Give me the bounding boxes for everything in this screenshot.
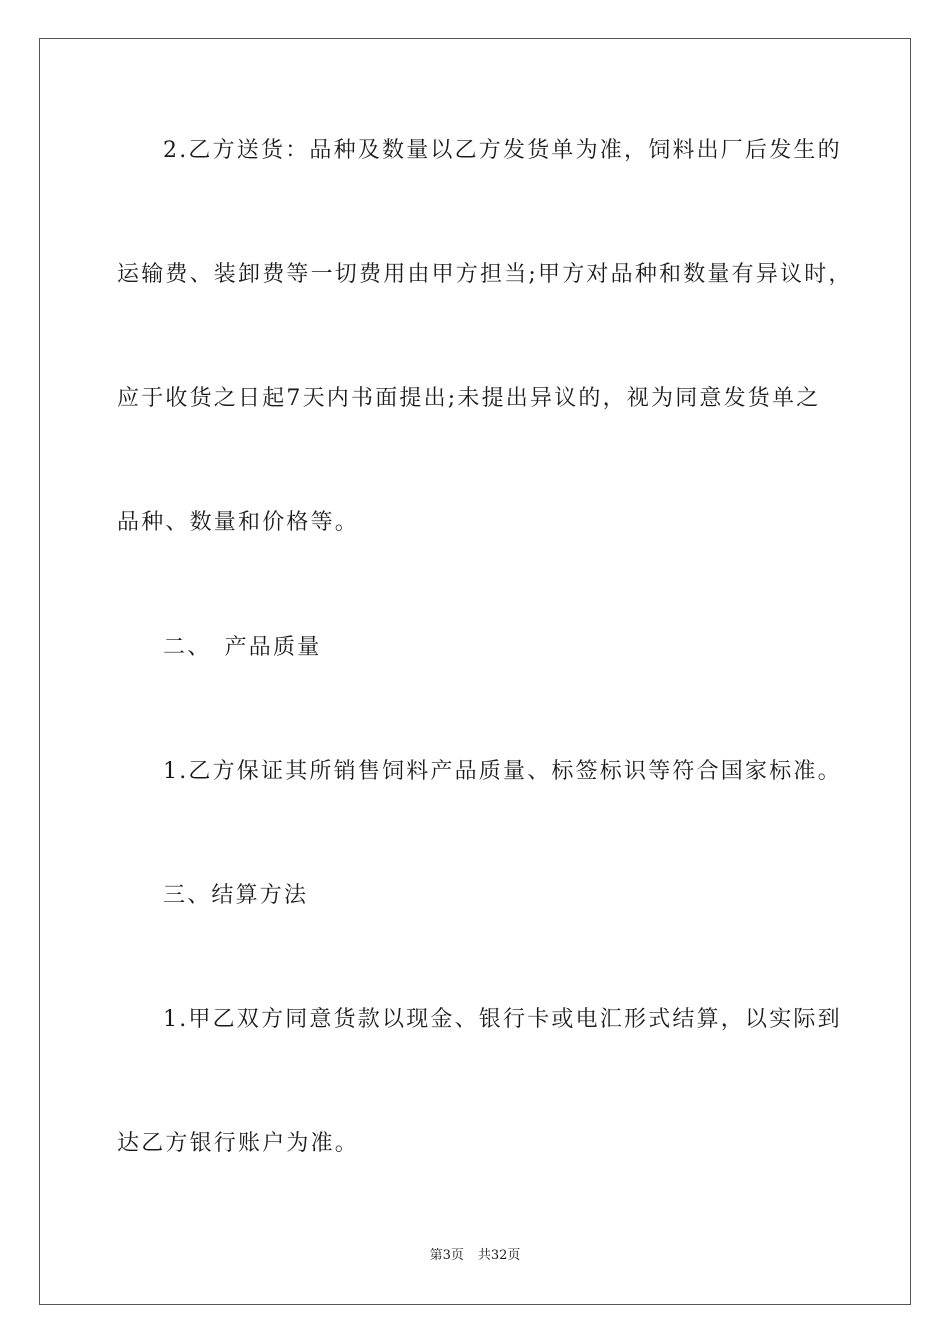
page-number: 第3页 [429,1248,464,1263]
paragraph-line-4: 品种、数量和价格等。 [117,510,360,535]
paragraph-line-8: 1.甲乙双方同意货款以现金、银行卡或电汇形式结算，以实际到 [163,1007,842,1032]
paragraph-line-2: 运输费、装卸费等一切费用由甲方担当;甲方对品种和数量有异议时， [117,262,853,287]
section-heading-product-quality: 二、 产品质量 [163,635,322,660]
paragraph-line-3: 应于收货之日起7天内书面提出;未提出异议的，视为同意发货单之 [117,386,821,411]
paragraph-line-9: 达乙方银行账户为准。 [117,1131,360,1156]
page-total: 共32页 [477,1248,521,1263]
page-frame [39,38,911,1305]
paragraph-line-6: 1.乙方保证其所销售饲料产品质量、标签标识等符合国家标准。 [163,759,842,784]
section-heading-settlement: 三、结算方法 [163,883,309,908]
page-footer [0,1247,950,1265]
paragraph-line-1: 2.乙方送货：品种及数量以乙方发货单为准，饲料出厂后发生的 [163,138,842,163]
